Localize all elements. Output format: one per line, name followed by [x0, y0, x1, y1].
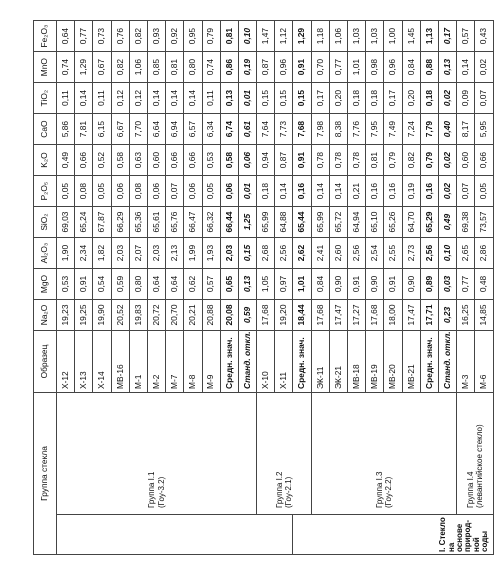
oxide-value: 0,16	[420, 176, 438, 207]
column-header: Na₂O	[34, 300, 57, 331]
oxide-value: 65,10	[366, 207, 384, 238]
oxide-value: 64,94	[348, 207, 366, 238]
oxide-value: 0,18	[257, 176, 275, 207]
oxide-value: 0,58	[220, 145, 238, 176]
oxide-value: 18,00	[384, 300, 402, 331]
group-label	[311, 392, 457, 514]
oxide-value: 0,16	[293, 176, 311, 207]
oxide-value: 0,03	[438, 269, 456, 300]
oxide-value: 0,66	[475, 145, 493, 176]
oxide-value: 14,85	[475, 300, 493, 331]
oxide-value: 0,90	[402, 269, 420, 300]
oxide-value: 64,88	[275, 207, 293, 238]
oxide-value: 0,82	[402, 145, 420, 176]
oxide-value: 0,89	[420, 269, 438, 300]
oxide-value: 17,47	[329, 300, 347, 331]
oxide-value: 7,24	[402, 114, 420, 145]
oxide-value: 0,54	[93, 269, 111, 300]
oxide-value: 0,09	[457, 83, 475, 114]
oxide-value: 6,74	[220, 114, 238, 145]
oxide-value: 0,62	[184, 269, 202, 300]
oxide-value: 17,27	[348, 300, 366, 331]
oxide-value: 0,95	[184, 21, 202, 52]
oxide-value: 0,01	[238, 83, 256, 114]
oxide-value: 66,47	[184, 207, 202, 238]
column-header: MnO	[34, 52, 57, 83]
oxide-value: 0,02	[438, 176, 456, 207]
oxide-value: 0,82	[111, 52, 129, 83]
oxide-value: 0,91	[293, 52, 311, 83]
oxide-value: 2,03	[111, 238, 129, 269]
oxide-value: 0,14	[311, 176, 329, 207]
oxide-value: 0,18	[420, 83, 438, 114]
oxide-value: 7,76	[348, 114, 366, 145]
oxide-value: 1,47	[257, 21, 275, 52]
oxide-value: 0,91	[293, 145, 311, 176]
group-label-line: Группа I.1	[147, 471, 157, 508]
oxide-value: 17,47	[402, 300, 420, 331]
group-label-line: (левантийское стекло)	[474, 424, 484, 508]
oxide-value: 0,12	[111, 83, 129, 114]
oxide-value: 7,98	[311, 114, 329, 145]
oxide-value: 0,58	[111, 145, 129, 176]
oxide-value: 1,45	[402, 21, 420, 52]
column-header: TiO₂	[34, 83, 57, 114]
oxide-value: 65,99	[257, 207, 275, 238]
table-row	[457, 21, 475, 555]
oxide-value: 67,87	[93, 207, 111, 238]
oxide-value: 0,79	[384, 145, 402, 176]
oxide-value: 7,95	[366, 114, 384, 145]
oxide-value: 2,56	[348, 238, 366, 269]
table-row	[57, 21, 75, 555]
oxide-value: 0,87	[275, 145, 293, 176]
table-body	[57, 21, 494, 555]
oxide-value: 2,13	[166, 238, 184, 269]
oxide-value: 0,01	[238, 176, 256, 207]
oxide-value: 0,14	[184, 83, 202, 114]
oxide-value: 0,64	[147, 269, 165, 300]
oxide-value: 0,06	[238, 145, 256, 176]
oxide-value: 0,74	[57, 52, 75, 83]
oxide-value: 0,12	[129, 83, 147, 114]
category-line: I. Стекло на основе природ-	[438, 517, 473, 552]
oxide-value: 17,68	[311, 300, 329, 331]
oxide-value: 0,96	[384, 52, 402, 83]
group-label	[57, 392, 257, 514]
oxide-value: 0,16	[366, 176, 384, 207]
oxide-value: 0,77	[457, 269, 475, 300]
oxide-value: 1,18	[311, 21, 329, 52]
oxide-value: 0,07	[475, 83, 493, 114]
oxide-value: 2,55	[384, 238, 402, 269]
oxide-value: 2,56	[275, 238, 293, 269]
oxide-value: 20,52	[111, 300, 129, 331]
oxide-value: 6,67	[111, 114, 129, 145]
oxide-value: 7,70	[129, 114, 147, 145]
oxide-value: 73,57	[475, 207, 493, 238]
oxide-value: 0,13	[438, 52, 456, 83]
group-label-line: Группа I.3	[374, 471, 384, 508]
oxide-value: 0,19	[238, 52, 256, 83]
oxide-value: 7,73	[275, 114, 293, 145]
oxide-value: 5,86	[57, 114, 75, 145]
sample-name: Средн. знач.	[220, 330, 238, 392]
sample-name: М-8	[184, 330, 202, 392]
oxide-value: 2,73	[402, 238, 420, 269]
oxide-value: 0,66	[184, 145, 202, 176]
oxide-value: 0,59	[111, 269, 129, 300]
oxide-value: 0,91	[75, 269, 93, 300]
oxide-value: 17,68	[257, 300, 275, 331]
column-header: SiO₂	[34, 207, 57, 238]
oxide-value: 0,17	[438, 21, 456, 52]
oxide-value: 0,20	[329, 83, 347, 114]
oxide-value: 0,14	[166, 83, 184, 114]
group-label-line: Группа I.2	[274, 471, 284, 508]
oxide-value: 0,76	[111, 21, 129, 52]
sample-name: Х-11	[275, 330, 293, 392]
oxide-value: 7,64	[257, 114, 275, 145]
oxide-value: 0,53	[202, 145, 220, 176]
oxide-value: 2,34	[75, 238, 93, 269]
oxide-value: 0,11	[93, 83, 111, 114]
oxide-value: 0,13	[238, 269, 256, 300]
oxide-value: 0,07	[457, 176, 475, 207]
oxide-value: 0,17	[384, 83, 402, 114]
oxide-value: 0,13	[220, 83, 238, 114]
oxide-value: 0,80	[184, 52, 202, 83]
column-header: Fe₂O₃	[34, 21, 57, 52]
oxide-value: 16,25	[457, 300, 475, 331]
oxide-value: 0,19	[402, 176, 420, 207]
oxide-value: 1,12	[275, 21, 293, 52]
oxide-value: 0,06	[147, 176, 165, 207]
sample-name: М-9	[202, 330, 220, 392]
oxide-value: 64,70	[402, 207, 420, 238]
oxide-value: 65,44	[293, 207, 311, 238]
group-label	[257, 392, 312, 514]
sample-name: Х-13	[75, 330, 93, 392]
oxide-value: 0,05	[475, 176, 493, 207]
oxide-value: 7,68	[293, 114, 311, 145]
oxide-value: 2,68	[257, 238, 275, 269]
oxide-value: 0,49	[57, 145, 75, 176]
oxide-value: 19,25	[75, 300, 93, 331]
group-label	[457, 392, 493, 514]
oxide-value: 6,94	[166, 114, 184, 145]
oxide-value: 0,81	[366, 145, 384, 176]
oxide-value: 0,81	[220, 21, 238, 52]
oxide-value: 0,40	[438, 114, 456, 145]
sample-name: Х-12	[57, 330, 75, 392]
oxide-value: 0,74	[202, 52, 220, 83]
oxide-value: 0,90	[366, 269, 384, 300]
oxide-value: 0,81	[166, 52, 184, 83]
oxide-value: 0,21	[348, 176, 366, 207]
group-label-line: (Гоу-3.2)	[156, 476, 166, 508]
oxide-value: 2,54	[366, 238, 384, 269]
oxide-value: 0,05	[57, 176, 75, 207]
column-header: Группа стекла	[34, 392, 57, 554]
oxide-value: 7,81	[75, 114, 93, 145]
oxide-value: 0,07	[166, 176, 184, 207]
glass-category-label	[293, 515, 493, 555]
sample-name: ЭК-21	[329, 330, 347, 392]
sample-name: М-7	[166, 330, 184, 392]
oxide-value: 18,44	[293, 300, 311, 331]
category-line: ной соды	[471, 530, 490, 552]
oxide-value: 0,14	[75, 83, 93, 114]
sample-name: Средн. знач.	[420, 330, 438, 392]
sample-name: МВ-19	[366, 330, 384, 392]
oxide-value: 0,02	[438, 83, 456, 114]
oxide-value: 0,10	[438, 238, 456, 269]
oxide-value: 1,82	[93, 238, 111, 269]
sample-name: М-1	[129, 330, 147, 392]
oxide-value: 1,03	[348, 21, 366, 52]
sample-name: Средн. знач.	[293, 330, 311, 392]
column-header: MgO	[34, 269, 57, 300]
oxide-value: 6,34	[202, 114, 220, 145]
oxide-value: 0,06	[184, 176, 202, 207]
oxide-value: 0,05	[93, 176, 111, 207]
oxide-value: 0,61	[238, 114, 256, 145]
oxide-value: 2,07	[129, 238, 147, 269]
oxide-value: 0,05	[202, 176, 220, 207]
oxide-value: 0,60	[457, 145, 475, 176]
table-row	[257, 21, 275, 555]
oxide-value: 66,44	[220, 207, 238, 238]
oxide-value: 0,11	[57, 83, 75, 114]
oxide-value: 19,20	[275, 300, 293, 331]
oxide-value: 17,71	[420, 300, 438, 331]
oxide-value: 65,24	[75, 207, 93, 238]
oxide-value: 6,57	[184, 114, 202, 145]
oxide-value: 69,03	[57, 207, 75, 238]
oxide-value: 65,61	[147, 207, 165, 238]
oxide-value: 1,06	[329, 21, 347, 52]
sample-name: Станд. откл.	[238, 330, 256, 392]
oxide-value: 0,11	[202, 83, 220, 114]
oxide-value: 0,77	[329, 52, 347, 83]
column-header: CaO	[34, 114, 57, 145]
oxide-value: 0,98	[366, 52, 384, 83]
oxide-value: 6,64	[147, 114, 165, 145]
sample-name: Станд. откл.	[438, 330, 456, 392]
oxide-value: 65,29	[420, 207, 438, 238]
oxide-value: 0,79	[420, 145, 438, 176]
oxide-value: 0,43	[475, 21, 493, 52]
oxide-value: 2,56	[420, 238, 438, 269]
sample-name: МВ-20	[384, 330, 402, 392]
oxide-value: 0,15	[257, 83, 275, 114]
sample-name: М-2	[147, 330, 165, 392]
oxide-value: 0,23	[438, 300, 456, 331]
oxide-value: 0,79	[202, 21, 220, 52]
oxide-value: 8,17	[457, 114, 475, 145]
oxide-value: 0,16	[384, 176, 402, 207]
oxide-value: 0,60	[147, 145, 165, 176]
oxide-value: 0,66	[166, 145, 184, 176]
oxide-value: 0,92	[166, 21, 184, 52]
oxide-value: 65,99	[311, 207, 329, 238]
oxide-value: 0,97	[275, 269, 293, 300]
oxide-value: 65,76	[166, 207, 184, 238]
oxide-value: 1,25	[238, 207, 256, 238]
oxide-value: 0,59	[238, 300, 256, 331]
oxide-value: 0,18	[366, 83, 384, 114]
oxide-value: 2,60	[329, 238, 347, 269]
oxide-value: 0,18	[348, 83, 366, 114]
oxide-value: 0,66	[75, 145, 93, 176]
oxide-value: 0,14	[457, 52, 475, 83]
oxide-value: 0,06	[220, 176, 238, 207]
oxide-value: 20,21	[184, 300, 202, 331]
group-label-line: (Гоу-2.2)	[383, 476, 393, 508]
oxide-value: 0,15	[238, 238, 256, 269]
oxide-value: 66,32	[202, 207, 220, 238]
oxide-value: 0,17	[311, 83, 329, 114]
oxide-value: 0,57	[202, 269, 220, 300]
oxide-value: 0,84	[402, 52, 420, 83]
oxide-value: 0,15	[275, 83, 293, 114]
oxide-value: 0,64	[166, 269, 184, 300]
sample-name: МВ-16	[111, 330, 129, 392]
column-header: Образец	[34, 330, 57, 392]
oxide-value: 0,15	[293, 83, 311, 114]
oxide-value: 20,70	[166, 300, 184, 331]
oxide-value: 0,73	[93, 21, 111, 52]
oxide-value: 1,06	[129, 52, 147, 83]
oxide-value: 0,57	[457, 21, 475, 52]
oxide-value: 0,20	[402, 83, 420, 114]
oxide-value: 2,62	[293, 238, 311, 269]
oxide-value: 19,90	[93, 300, 111, 331]
oxide-value: 7,79	[420, 114, 438, 145]
oxide-value: 0,48	[475, 269, 493, 300]
oxide-value: 0,88	[420, 52, 438, 83]
oxide-value: 20,72	[147, 300, 165, 331]
oxide-value: 1,03	[366, 21, 384, 52]
oxide-value: 65,72	[329, 207, 347, 238]
sample-name: МВ-21	[402, 330, 420, 392]
oxide-value: 65,26	[384, 207, 402, 238]
oxide-value: 2,86	[475, 238, 493, 269]
oxide-value: 0,08	[75, 176, 93, 207]
oxide-value: 2,41	[311, 238, 329, 269]
oxide-value: 1,01	[348, 52, 366, 83]
oxide-value: 0,64	[57, 21, 75, 52]
glass-composition-table	[33, 20, 494, 555]
oxide-value: 1,29	[75, 52, 93, 83]
table-header-row	[34, 21, 57, 555]
oxide-value: 20,88	[202, 300, 220, 331]
oxide-value: 1,29	[293, 21, 311, 52]
oxide-value: 19,83	[129, 300, 147, 331]
sample-name: М-3	[457, 330, 475, 392]
oxide-value: 0,78	[329, 145, 347, 176]
oxide-value: 0,77	[75, 21, 93, 52]
oxide-value: 1,01	[293, 269, 311, 300]
oxide-value: 0,14	[329, 176, 347, 207]
oxide-value: 0,78	[311, 145, 329, 176]
oxide-value: 0,63	[129, 145, 147, 176]
oxide-value: 17,68	[366, 300, 384, 331]
category-spacer	[57, 515, 293, 555]
sample-name: Х-10	[257, 330, 275, 392]
sample-name: ЭК-11	[311, 330, 329, 392]
oxide-value: 0,78	[348, 145, 366, 176]
oxide-value: 0,86	[220, 52, 238, 83]
sample-name: МВ-18	[348, 330, 366, 392]
oxide-value: 0,14	[275, 176, 293, 207]
oxide-value: 0,49	[438, 207, 456, 238]
oxide-value: 0,91	[384, 269, 402, 300]
oxide-value: 1,00	[384, 21, 402, 52]
oxide-value: 0,82	[129, 21, 147, 52]
oxide-value: 69,38	[457, 207, 475, 238]
oxide-value: 0,90	[329, 269, 347, 300]
oxide-value: 65,36	[129, 207, 147, 238]
oxide-value: 8,38	[329, 114, 347, 145]
oxide-value: 2,03	[220, 238, 238, 269]
oxide-value: 0,87	[257, 52, 275, 83]
column-header: Al₂O₃	[34, 238, 57, 269]
column-header: K₂O	[34, 145, 57, 176]
table-row	[311, 21, 329, 555]
oxide-value: 0,02	[475, 52, 493, 83]
oxide-value: 1,99	[184, 238, 202, 269]
oxide-value: 0,70	[311, 52, 329, 83]
oxide-value: 0,91	[348, 269, 366, 300]
oxide-value: 19,23	[57, 300, 75, 331]
oxide-value: 0,52	[93, 145, 111, 176]
oxide-value: 6,15	[93, 114, 111, 145]
sample-name: М-6	[475, 330, 493, 392]
sample-name: Х-14	[93, 330, 111, 392]
oxide-value: 0,94	[257, 145, 275, 176]
oxide-value: 0,93	[147, 21, 165, 52]
oxide-value: 0,84	[311, 269, 329, 300]
group-label-line: Группа I.4	[465, 471, 475, 508]
oxide-value: 0,08	[129, 176, 147, 207]
oxide-value: 0,85	[147, 52, 165, 83]
column-header: P₂O₅	[34, 176, 57, 207]
oxide-value: 0,14	[147, 83, 165, 114]
oxide-value: 0,65	[220, 269, 238, 300]
oxide-value: 20,08	[220, 300, 238, 331]
oxide-value: 0,06	[111, 176, 129, 207]
oxide-value: 1,93	[202, 238, 220, 269]
oxide-value: 5,95	[475, 114, 493, 145]
oxide-value: 2,03	[147, 238, 165, 269]
oxide-value: 0,80	[129, 269, 147, 300]
oxide-value: 0,02	[438, 145, 456, 176]
oxide-value: 7,49	[384, 114, 402, 145]
oxide-value: 66,29	[111, 207, 129, 238]
oxide-value: 2,65	[457, 238, 475, 269]
oxide-value: 0,10	[238, 21, 256, 52]
oxide-value: 1,90	[57, 238, 75, 269]
oxide-value: 0,67	[93, 52, 111, 83]
oxide-value: 1,05	[257, 269, 275, 300]
oxide-value: 0,96	[275, 52, 293, 83]
group-label-line: (Гоу-2.1)	[283, 476, 293, 508]
oxide-value: 0,53	[57, 269, 75, 300]
oxide-value: 1,13	[420, 21, 438, 52]
